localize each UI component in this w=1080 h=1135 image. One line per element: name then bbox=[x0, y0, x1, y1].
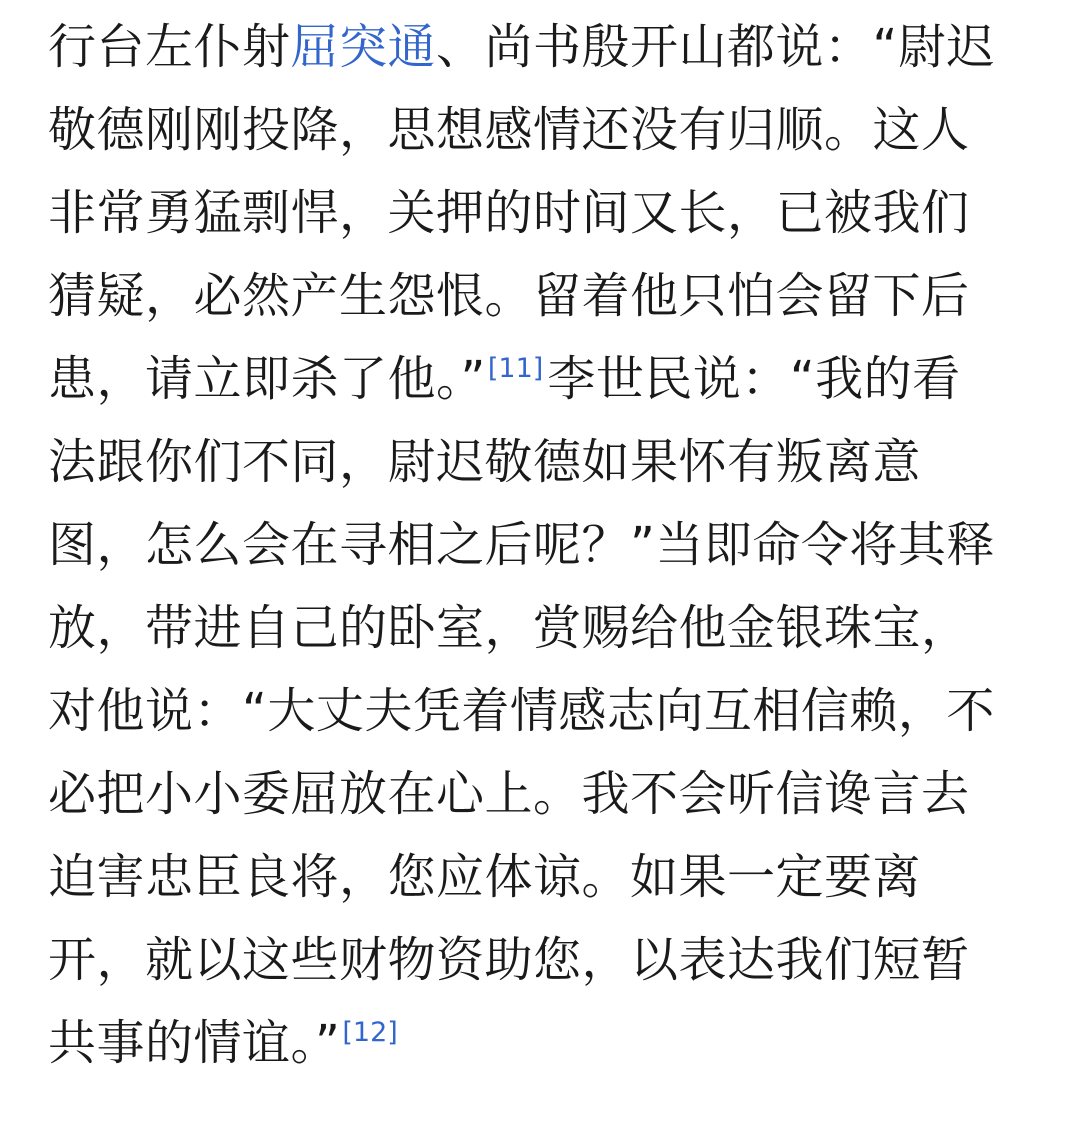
line-text: 、尚书殷开山都说：“尉迟 bbox=[436, 19, 995, 75]
text-line: 猜疑，必然产生怨恨。留着他只怕会留下后 bbox=[48, 268, 970, 324]
line-text: 李世民说：“我的看 bbox=[547, 351, 961, 407]
person-link-qutu-tong[interactable]: 屈突通 bbox=[290, 19, 437, 75]
line-text: 患，请立即杀了他。” bbox=[48, 351, 486, 407]
text-line bbox=[48, 338, 1048, 421]
text-line: 必把小小委屈放在心上。我不会听信谗言去 bbox=[48, 766, 970, 822]
text-line bbox=[48, 1002, 1048, 1085]
text-line bbox=[48, 6, 1048, 89]
citation-link-11[interactable]: [11] bbox=[487, 353, 544, 384]
line-text: 共事的情谊。” bbox=[48, 1015, 341, 1071]
article-body bbox=[48, 6, 1048, 1085]
text-line: 对他说：“大丈夫凭着情感志向互相信赖，不 bbox=[48, 683, 995, 739]
text-line: 迫害忠臣良将，您应体谅。如果一定要离 bbox=[48, 849, 922, 905]
text-line: 放，带进自己的卧室，赏赐给他金银珠宝， bbox=[48, 600, 970, 656]
line-text: 行台左仆射 bbox=[48, 19, 291, 75]
citation-link-12[interactable]: [12] bbox=[342, 1017, 398, 1048]
text-line: 敬德刚刚投降，思想感情还没有归顺。这人 bbox=[48, 102, 970, 158]
text-line: 开，就以这些财物资助您，以表达我们短暂 bbox=[48, 932, 970, 988]
text-line: 图，怎么会在寻相之后呢？”当即命令将其释 bbox=[48, 517, 995, 573]
text-line: 法跟你们不同，尉迟敬德如果怀有叛离意 bbox=[48, 434, 922, 490]
text-line: 非常勇猛剽悍，关押的时间又长，已被我们 bbox=[48, 185, 970, 241]
